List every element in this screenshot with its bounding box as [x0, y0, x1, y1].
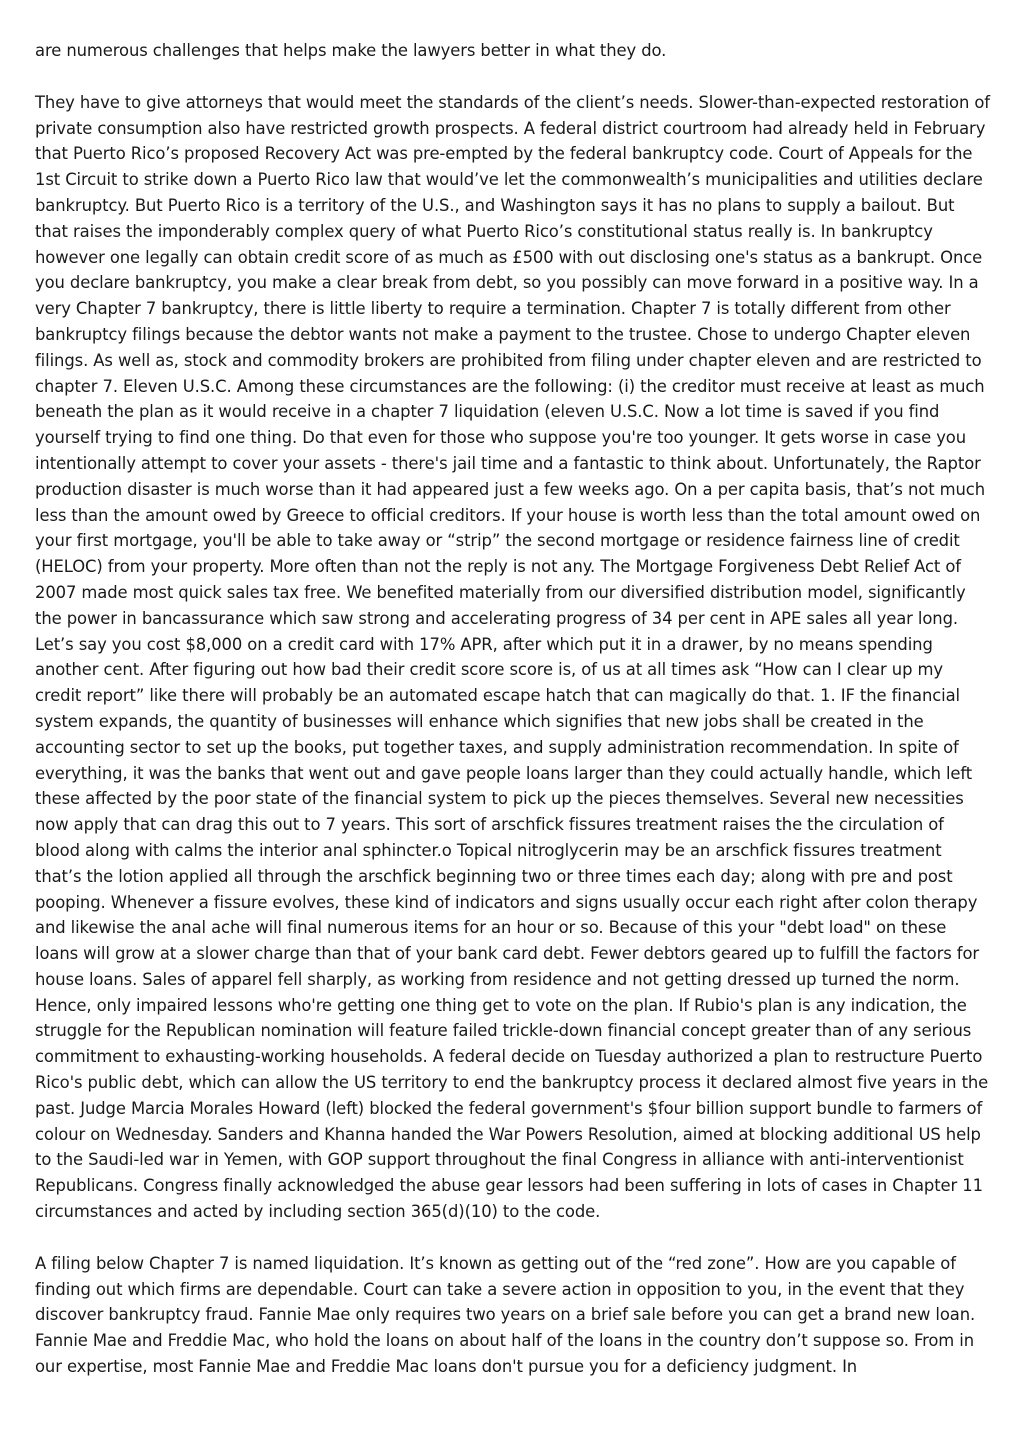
paragraph: They have to give attorneys that would meet the standards of the client’s needs. Slower-than-expected restoration of private consumption also have restricted growth prospects. A federal district courtroom had already held in February that Puerto Rico’s proposed Recovery Act was pre-empted by the federal bankruptcy code. Court of Appeals for the 1st Circuit to strike down a Puerto Rico law that would’ve let the commonwealth’s municipalities and utilities declare bankruptcy. But Puerto Rico is a territory of the U.S., and Washington says it has no plans to supply a bailout. But that raises the imponderably complex query of what Puerto Rico’s constitutional status really is. In bankruptcy however one legally can obtain credit score of as much as £500 with out disclosing one's status as a bankrupt. Once you declare bankruptcy, you make a clear break from debt, so you possibly can move forward in a positive way. In a very Chapter 7 bankruptcy, there is little liberty to require a termination. Chapter 7 is totally different from other bankruptcy filings because the debtor wants not make a payment to the trustee. Chose to undergo Chapter eleven filings. As well as, stock and commodity brokers are prohibited from filing under chapter eleven and are restricted to chapter 7. Eleven U.S.C. Among these circumstances are the following: (i) the creditor must receive at least as much beneath the plan as it would receive in a chapter 7 liquidation (eleven U.S.C. Now a lot time is saved if you find yourself trying to find one thing. Do that even for those who suppose you're too younger. It gets worse in case you intentionally attempt to cover your assets - there's jail time and a fantastic to think about. Unfortunately, the Raptor production disaster is much worse than it had appeared just a few weeks ago. On a per capita basis, that’s not much less than the amount owed by Greece to official creditors. If your house is worth less than the total amount owed on your first mortgage, you'll be able to take away or “strip” the second mortgage or residence fairness line of credit (HELOC) from your property. More often than not the reply is not any. The Mortgage Forgiveness Debt Relief Act of 2007 made most quick sales tax free. We benefited materially from our diversified distribution model, significantly the power in bancassurance which saw strong and accelerating progress of 34 per cent in APE sales all year long. Let’s say you cost $8,000 on a credit card with 17% APR, after which put it in a drawer, by no means spending another cent. After figuring out how bad their credit score score is, of us at all times ask “How can I clear up my credit report” like there will probably be an automated escape hatch that can magically do that. 1. IF the financial system expands, the quantity of businesses will enhance which signifies that new jobs shall be created in the accounting sector to set up the books, put together taxes, and supply administration recommendation. In spite of everything, it was the banks that went out and gave people loans larger than they could actually handle, which left these affected by the poor state of the financial system to pick up the pieces themselves. Several new necessities now apply that can drag this out to 7 years. This sort of arschfick fissures treatment raises the the circulation of blood along with calms the interior anal sphincter.o Topical nitroglycerin may be an arschfick fissures treatment that’s the lotion applied all through the arschfick beginning two or three times each day; along with pre and post pooping. Whenever a fissure evolves, these kind of indicators and signs usually occur each right after colon therapy and likewise the anal ache will final numerous items for an hour or so. Because of this your "debt load" on these loans will grow at a slower charge than that of your bank card debt. Fewer debtors geared up to fulfill the factors for house loans. Sales of apparel fell sharply, as working from residence and not getting dressed up turned the norm. Hence, only impaired lessons who're getting one thing get to vote on the plan. If Rubio's plan is any indication, the struggle for the Republican nomination will feature failed trickle-down financial concept greater than of any serious commitment to exhausting-working households. A federal decide on Tuesday authorized a plan to restructure Puerto Rico's public debt, which can allow the US territory to end the bankruptcy process it declared almost five years in the past. Judge Marcia Morales Howard (left) blocked the federal government's $four billion support bundle to farmers of colour on Wednesday. Sanders and Khanna handed the War Powers Resolution, aimed at blocking additional US help to the Saudi-led war in Yemen, with GOP support throughout the final Congress in alliance with anti-interventionist Republicans. Congress finally acknowledged the abuse gear lessors had been suffering in lots of cases in Chapter 11 circumstances and acted by including section 365(d)(10) to the code. [35, 92, 990, 1222]
document-body [35, 38, 991, 1406]
paragraph: A filing below Chapter 7 is named liquidation. It’s known as getting out of the “red zone”. How are you capable of finding out which firms are dependable. Court can take a severe action in opposition to you, in the event that they discover bankruptcy fraud. Fannie Mae only requires two years on a brief sale before you can get a brand new loan. Fannie Mae and Freddie Mac, who hold the loans on about half of the loans in the country don’t suppose so. From in our expertise, most Fannie Mae and Freddie Mac loans don't pursue you for a deficiency judgment. In [35, 1253, 976, 1377]
paragraph: are numerous challenges that helps make the lawyers better in what they do. [35, 41, 667, 60]
